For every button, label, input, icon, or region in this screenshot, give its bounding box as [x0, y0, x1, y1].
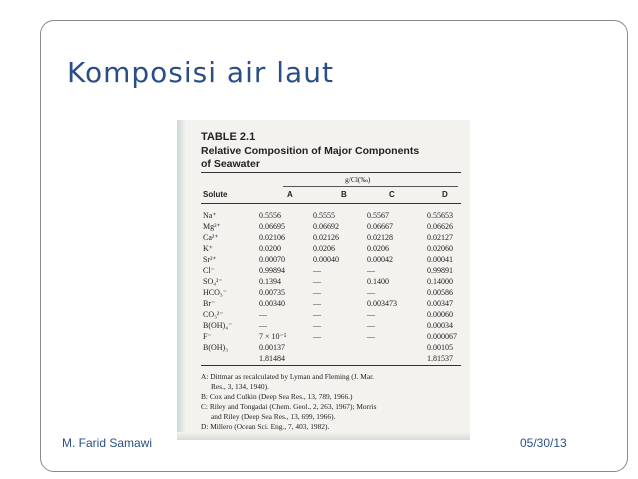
- table-number: TABLE 2.1: [201, 131, 256, 143]
- unit-span-line: [283, 186, 458, 187]
- scanned-table-image: [177, 120, 470, 440]
- cell-d: 0.00041: [427, 255, 453, 264]
- scan-edge-shadow: [177, 120, 185, 440]
- cell-d: 0.02060: [427, 244, 453, 253]
- column-header-a: A: [287, 190, 293, 199]
- cell-b: —: [313, 277, 321, 286]
- cell-solute: SO₄²⁻: [203, 277, 223, 286]
- footer-author: M. Farid Samawi: [62, 436, 153, 450]
- cell-d: 0.06626: [427, 222, 453, 231]
- table-note-line: D: Millero (Ocean Sci. Eng., 7, 403, 1982).: [201, 422, 330, 431]
- scan-bottom-shadow: [177, 432, 470, 440]
- cell-a: 0.00340: [259, 299, 285, 308]
- cell-a: 0.00137: [259, 343, 285, 352]
- cell-d: 0.00105: [427, 343, 453, 352]
- cell-a: —: [259, 321, 267, 330]
- header-bottom-rule: [201, 203, 461, 204]
- cell-b: —: [313, 288, 321, 297]
- cell-d: 0.00586: [427, 288, 453, 297]
- cell-c: 0.1400: [367, 277, 389, 286]
- cell-d: 1.81537: [427, 354, 453, 363]
- column-header-c: C: [389, 190, 395, 199]
- cell-d: 0.55653: [427, 211, 453, 220]
- cell-c: 0.0206: [367, 244, 389, 253]
- cell-c: 0.003473: [367, 299, 397, 308]
- cell-b: 0.02126: [313, 233, 339, 242]
- cell-b: 0.0206: [313, 244, 335, 253]
- cell-c: 0.06667: [367, 222, 393, 231]
- column-header-d: D: [442, 190, 448, 199]
- table-caption-line1: Relative Composition of Major Components: [201, 145, 420, 157]
- cell-a: 0.99894: [259, 266, 285, 275]
- cell-d: 0.99891: [427, 266, 453, 275]
- cell-b: —: [313, 332, 321, 341]
- cell-a: 0.5556: [259, 211, 281, 220]
- cell-b: 0.5555: [313, 211, 335, 220]
- cell-d: 0.14000: [427, 277, 453, 286]
- cell-a: 1.81484: [259, 354, 285, 363]
- table-note-line: A: Dittmar as recalculated by Lyman and Fleming (J. Mar.: [201, 372, 375, 381]
- cell-b: —: [313, 310, 321, 319]
- slide-title: Komposisi air laut: [67, 56, 334, 89]
- table-note-line: C: Riley and Tongadai (Chem. Geol., 2, 263, 1967); Morris: [201, 402, 377, 411]
- cell-solute: CO₃²⁻: [203, 310, 224, 319]
- cell-solute: Cl⁻: [203, 266, 215, 275]
- cell-b: 0.06692: [313, 222, 339, 231]
- cell-a: 0.00070: [259, 255, 285, 264]
- cell-b: 0.00040: [313, 255, 339, 264]
- cell-solute: B(OH)₄⁻: [203, 321, 233, 330]
- cell-c: 0.02128: [367, 233, 393, 242]
- table-caption-line2: of Seawater: [201, 158, 260, 170]
- cell-solute: Mg²⁺: [203, 222, 221, 231]
- cell-a: 7 × 10⁻⁵: [259, 332, 287, 341]
- cell-c: 0.5567: [367, 211, 389, 220]
- cell-solute: HCO₃⁻: [203, 288, 227, 297]
- cell-c: —: [367, 321, 375, 330]
- cell-b: —: [313, 299, 321, 308]
- cell-a: 0.02106: [259, 233, 285, 242]
- cell-a: 0.06695: [259, 222, 285, 231]
- cell-d: 0.000067: [427, 332, 457, 341]
- cell-b: —: [313, 321, 321, 330]
- cell-a: —: [259, 310, 267, 319]
- cell-c: —: [367, 266, 375, 275]
- table-note-line: and Riley (Deep Sea Res., 13, 699, 1966).: [211, 412, 336, 421]
- cell-c: —: [367, 310, 375, 319]
- cell-a: 0.00735: [259, 288, 285, 297]
- cell-d: 0.02127: [427, 233, 453, 242]
- column-header-solute: Solute: [203, 190, 228, 199]
- column-header-b: B: [341, 190, 347, 199]
- cell-d: 0.00347: [427, 299, 453, 308]
- table-note-line: Res., 3, 134, 1940).: [211, 382, 269, 391]
- table-top-rule: [201, 172, 461, 173]
- cell-c: —: [367, 332, 375, 341]
- cell-a: 0.1394: [259, 277, 281, 286]
- table-note-line: B: Cox and Culkin (Deep Sea Res., 13, 789, 1966.): [201, 392, 353, 401]
- table-unit-label: g/Cl(‰): [345, 175, 371, 184]
- cell-solute: Na⁺: [203, 211, 217, 220]
- cell-solute: B(OH)₃: [203, 343, 229, 352]
- table-bottom-rule: [201, 365, 461, 366]
- cell-c: 0.00042: [367, 255, 393, 264]
- cell-b: —: [313, 266, 321, 275]
- cell-solute: Sr²⁺: [203, 255, 217, 264]
- footer-date: 05/30/13: [520, 436, 567, 450]
- cell-d: 0.00034: [427, 321, 453, 330]
- cell-solute: Ca²⁺: [203, 233, 219, 242]
- cell-solute: F⁻: [203, 332, 212, 341]
- cell-solute: Br⁻: [203, 299, 216, 308]
- cell-c: —: [367, 288, 375, 297]
- cell-a: 0.0200: [259, 244, 281, 253]
- cell-solute: K⁺: [203, 244, 213, 253]
- cell-d: 0.00060: [427, 310, 453, 319]
